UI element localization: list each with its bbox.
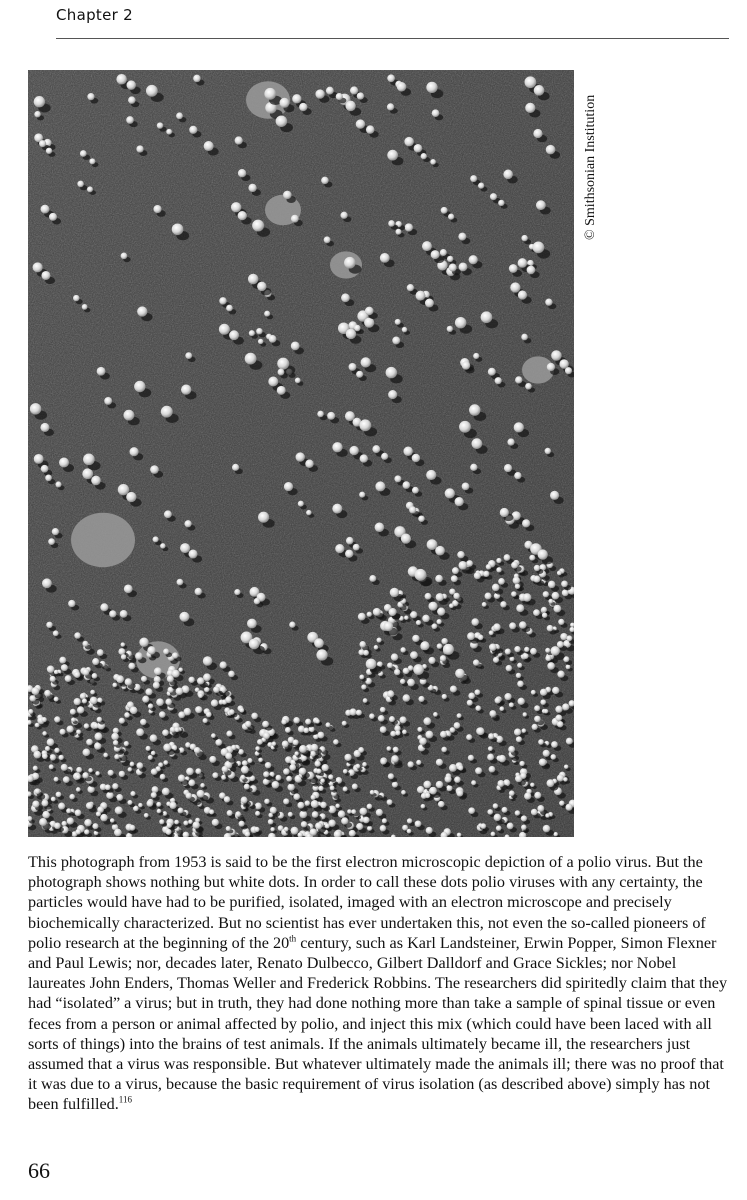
caption-superscript-th: th [289, 933, 297, 944]
caption-text-1: This photograph from 1953 is said to be the first electron microscopic depiction of a polio virus. But the photograph shows nothing but white dots. In order to call these dots polio viruses with any certainty, the particles would have had to be purified, isolated, imaged with an electron microscope and precisely biochemically characterized. But no scientist has ever undertaken this, not even the so-called pioneers of polio research at the beginning of the 20 [28, 853, 706, 952]
caption-text-2: century, such as Karl Landsteiner, Erwin Popper, Simon Flexner and Paul Lewis; nor, decades later, Renato Dulbecco, Gilbert Dalldorf and Grace Sickles; nor Nobel laureates John Enders, Thomas Weller and Frederick Robbins. The researchers did spiritedly claim that they had “isolated” a virus; but in truth, they had done nothing more than take a sample of spinal tissue or even feces from a person or animal affected by polio, and inject this mix (which could have been laced with all sorts of things) into the brains of test animals. If the animals ultimately became ill, the researchers just assumed that a virus was responsible. But whatever ultimately made the animals ill; there was no proof that it was due to a virus, because the basic requirement of virus isolation (as described above) simply has not been fulfilled. [28, 933, 728, 1114]
footnote-reference: 116 [118, 1095, 132, 1106]
photo-credit: © Smithsonian Institution [583, 94, 598, 240]
page-number: 66 [28, 1158, 50, 1183]
micrograph-texture [28, 70, 574, 837]
figure-caption [28, 852, 728, 1115]
polio-electron-micrograph [28, 70, 574, 837]
header-rule [56, 38, 729, 39]
chapter-header: Chapter 2 [56, 6, 133, 24]
